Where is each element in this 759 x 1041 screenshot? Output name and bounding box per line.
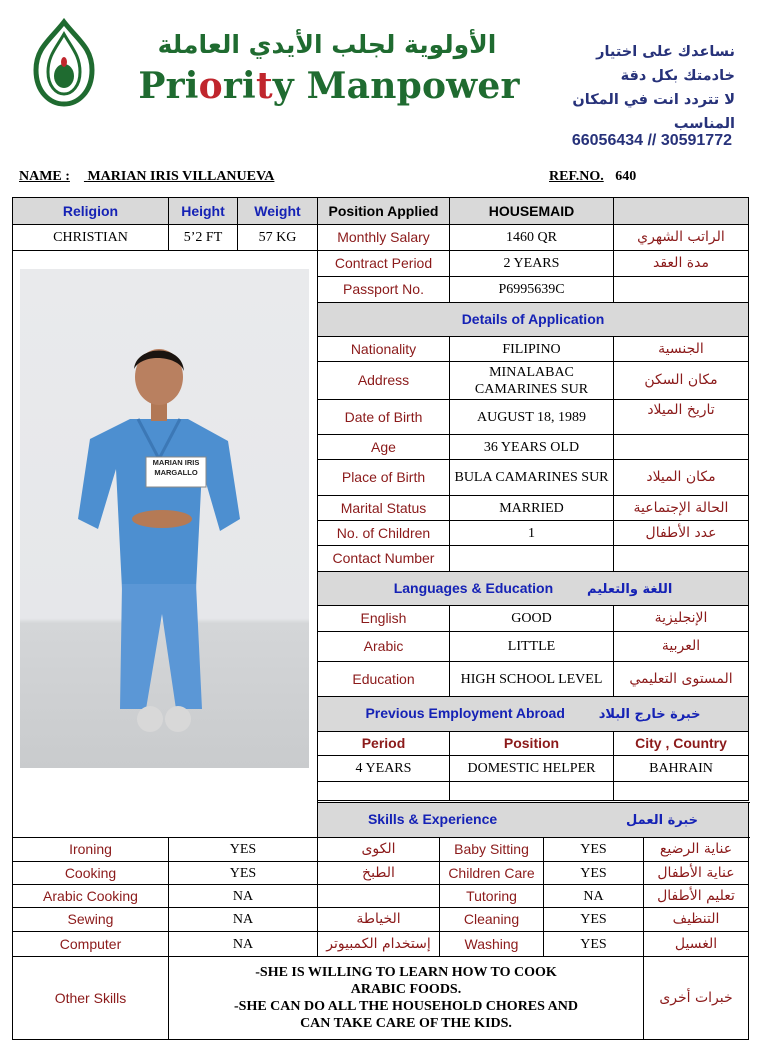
name-badge: MARIAN IRIS MARGALLO bbox=[152, 458, 200, 477]
emp-position-1: DOMESTIC HELPER bbox=[450, 756, 614, 782]
skill-arabic: عناية الرضيع bbox=[644, 838, 749, 862]
skill-arabic: الطبخ bbox=[318, 862, 440, 885]
skill-value: NA bbox=[169, 908, 318, 932]
details-section-title: Details of Application bbox=[318, 303, 749, 337]
children-label: No. of Children bbox=[318, 521, 450, 546]
address-label: Address bbox=[318, 362, 450, 400]
dob-label: Date of Birth bbox=[318, 400, 450, 435]
slogan-line-1: نساعدك على اختيار خادمتك بكل دقة bbox=[596, 44, 735, 84]
slogan-line-2: لا تتردد انت في المكان المناسب bbox=[572, 92, 735, 132]
company-name-english: Priority Manpower bbox=[138, 65, 520, 107]
skill-value: NA bbox=[544, 885, 644, 908]
contact-label: Contact Number bbox=[318, 546, 450, 572]
emp-country-1: BAHRAIN bbox=[614, 756, 749, 782]
candidate-name-line bbox=[19, 169, 274, 185]
passport-blank bbox=[614, 277, 749, 303]
nationality-arabic: الجنسية bbox=[614, 337, 749, 362]
religion-value: CHRISTIAN bbox=[13, 225, 169, 251]
position-blank bbox=[614, 198, 749, 225]
contract-label: Contract Period bbox=[318, 251, 450, 277]
languages-section-arabic: اللغة والتعليم bbox=[587, 581, 673, 597]
position-value: HOUSEMAID bbox=[450, 198, 614, 225]
slogan bbox=[540, 40, 735, 136]
skills-table bbox=[12, 837, 749, 1040]
skill-label: Tutoring bbox=[440, 885, 544, 908]
skills-section-title: Skills & Experience خبرة العمل bbox=[318, 803, 749, 838]
address-arabic: مكان السكن bbox=[614, 362, 749, 400]
emp-position-header: Position bbox=[450, 732, 614, 756]
address-value: MINALABAC CAMARINES SUR bbox=[450, 362, 614, 400]
skill-label: Children Care bbox=[440, 862, 544, 885]
contact-value bbox=[450, 546, 614, 572]
skill-value: YES bbox=[544, 908, 644, 932]
children-arabic: عدد الأطفال bbox=[614, 521, 749, 546]
skill-row bbox=[13, 862, 749, 885]
passport-value: P6995639C bbox=[450, 277, 614, 303]
other-skills-text: -SHE IS WILLING TO LEARN HOW TO COOK ARABIC FOODS. -SHE CAN DO ALL THE HOUSEHOLD CHORES AND CAN TAKE CARE OF THE KIDS. bbox=[169, 957, 644, 1040]
skill-value: YES bbox=[544, 838, 644, 862]
marital-label: Marital Status bbox=[318, 496, 450, 521]
skill-label: Baby Sitting bbox=[440, 838, 544, 862]
skill-label: Cooking bbox=[13, 862, 169, 885]
english-arabic: الإنجليزية bbox=[614, 606, 749, 632]
emp-country-2 bbox=[614, 782, 749, 801]
nationality-label: Nationality bbox=[318, 337, 450, 362]
arabic-value: LITTLE bbox=[450, 632, 614, 662]
age-value: 36 YEARS OLD bbox=[450, 435, 614, 460]
skill-label: Arabic Cooking bbox=[13, 885, 169, 908]
skill-row bbox=[13, 838, 749, 862]
contract-arabic: مدة العقد bbox=[614, 251, 749, 277]
children-value: 1 bbox=[450, 521, 614, 546]
photo-cell bbox=[13, 251, 318, 838]
other-skills-arabic: خبرات أخرى bbox=[644, 957, 749, 1040]
pob-arabic: مكان الميلاد bbox=[614, 460, 749, 496]
height-header: Height bbox=[169, 198, 238, 225]
emp-period-2 bbox=[318, 782, 450, 801]
skill-row bbox=[13, 885, 749, 908]
skill-row bbox=[13, 908, 749, 932]
height-value: 5’2 FT bbox=[169, 225, 238, 251]
skill-value: YES bbox=[544, 862, 644, 885]
skill-label: Sewing bbox=[13, 908, 169, 932]
arabic-label: Arabic bbox=[318, 632, 450, 662]
religion-header: Religion bbox=[13, 198, 169, 225]
languages-section-title: Languages & Education اللغة والتعليم bbox=[318, 572, 749, 606]
skill-arabic: عناية الأطفال bbox=[644, 862, 749, 885]
phone-numbers: 66056434 // 30591772 bbox=[571, 132, 732, 149]
contact-blank bbox=[614, 546, 749, 572]
emp-position-2 bbox=[450, 782, 614, 801]
skill-label: Ironing bbox=[13, 838, 169, 862]
skills-section-arabic: خبرة العمل bbox=[626, 813, 699, 828]
passport-label: Passport No. bbox=[318, 277, 450, 303]
dob-arabic: تاريخ الميلاد bbox=[614, 400, 749, 435]
employment-section-title: Previous Employment Abroad خبرة خارج البلاد bbox=[318, 697, 749, 732]
position-header: Position Applied bbox=[318, 198, 450, 225]
age-blank bbox=[614, 435, 749, 460]
skill-row bbox=[13, 932, 749, 957]
skill-value: YES bbox=[169, 838, 318, 862]
arabic-arabic: العربية bbox=[614, 632, 749, 662]
skill-label: Computer bbox=[13, 932, 169, 957]
english-value: GOOD bbox=[450, 606, 614, 632]
skill-label: Cleaning bbox=[440, 908, 544, 932]
skill-arabic: التنظيف bbox=[644, 908, 749, 932]
candidate-name: MARIAN IRIS VILLANUEVA bbox=[87, 169, 275, 184]
education-value: HIGH SCHOOL LEVEL bbox=[450, 662, 614, 697]
name-label: NAME : bbox=[19, 169, 70, 184]
skill-value: YES bbox=[169, 862, 318, 885]
marital-arabic: الحالة الإجتماعية bbox=[614, 496, 749, 521]
salary-label: Monthly Salary bbox=[318, 225, 450, 251]
education-arabic: المستوى التعليمي bbox=[614, 662, 749, 697]
skill-value: YES bbox=[544, 932, 644, 957]
salary-arabic: الراتب الشهري bbox=[614, 225, 749, 251]
cv-table bbox=[12, 197, 749, 838]
english-label: English bbox=[318, 606, 450, 632]
skill-label: Washing bbox=[440, 932, 544, 957]
contract-value: 2 YEARS bbox=[450, 251, 614, 277]
pob-value: BULA CAMARINES SUR bbox=[450, 460, 614, 496]
skill-value: NA bbox=[169, 885, 318, 908]
ref-label: REF.NO. bbox=[549, 169, 604, 184]
skill-arabic: الخياطة bbox=[318, 908, 440, 932]
skill-arabic: تعليم الأطفال bbox=[644, 885, 749, 908]
nationality-value: FILIPINO bbox=[450, 337, 614, 362]
skill-value: NA bbox=[169, 932, 318, 957]
reference-line bbox=[549, 169, 636, 185]
skill-arabic bbox=[318, 885, 440, 908]
employment-section-arabic: خبرة خارج البلاد bbox=[598, 707, 701, 722]
dob-value: AUGUST 18, 1989 bbox=[450, 400, 614, 435]
period-header: Period bbox=[318, 732, 450, 756]
other-skills-label: Other Skills bbox=[13, 957, 169, 1040]
pob-label: Place of Birth bbox=[318, 460, 450, 496]
marital-value: MARRIED bbox=[450, 496, 614, 521]
age-label: Age bbox=[318, 435, 450, 460]
country-header: City , Country bbox=[614, 732, 749, 756]
weight-header: Weight bbox=[238, 198, 318, 225]
weight-value: 57 KG bbox=[238, 225, 318, 251]
ref-number: 640 bbox=[615, 169, 637, 184]
skill-arabic: الكوى bbox=[318, 838, 440, 862]
skill-arabic: الغسيل bbox=[644, 932, 749, 957]
emp-period-1: 4 YEARS bbox=[318, 756, 450, 782]
company-name-arabic: الأولوية لجلب الأيدي العاملة bbox=[157, 30, 497, 59]
salary-value: 1460 QR bbox=[450, 225, 614, 251]
company-logo bbox=[22, 18, 106, 110]
skill-arabic: إستخدام الكمبيوتر bbox=[318, 932, 440, 957]
education-label: Education bbox=[318, 662, 450, 697]
